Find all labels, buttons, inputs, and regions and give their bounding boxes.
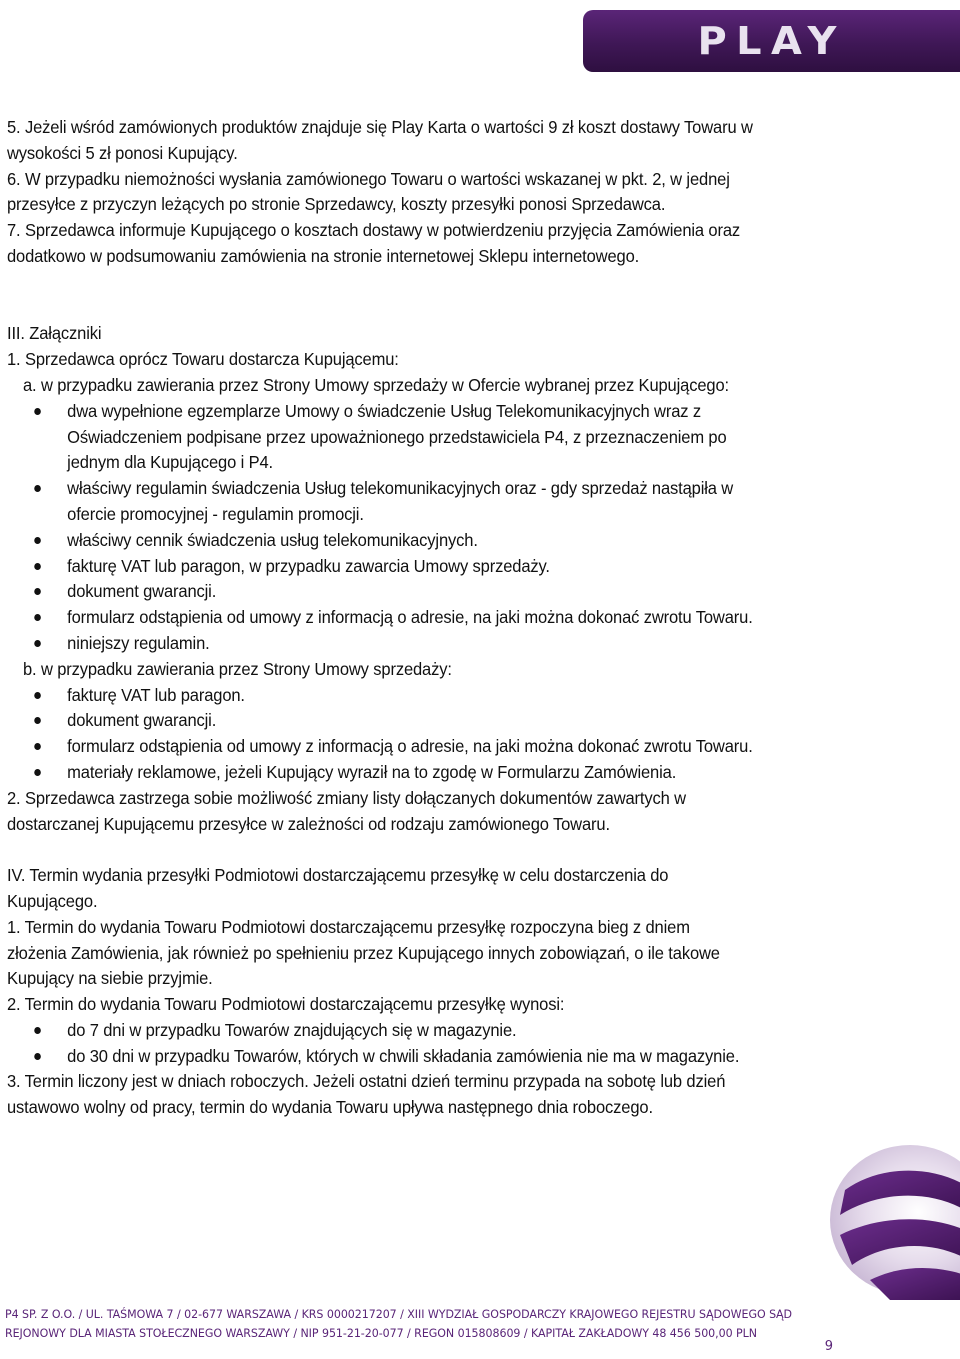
bullet-list-c (7, 1018, 891, 1070)
clause: 2. Termin do wydania Towaru Podmiotowi dostarczającemu przesyłkę wynosi: (7, 994, 565, 1015)
bullet-item (7, 579, 891, 605)
bullet-item (7, 683, 891, 709)
bullet-text: właściwy regulamin świadczenia Usług telekomunikacyjnych oraz - gdy sprzedaż nastąpiła w (67, 478, 734, 499)
subclause: b. w przypadku zawierania przez Strony Umowy sprzedaży: (22, 658, 452, 679)
para-line: 5. Jeżeli wśród zamówionych produktów znajduje się Play Karta o wartości 9 zł koszt dostawy Towaru w (7, 117, 753, 137)
subclause: a. w przypadku zawierania przez Strony Umowy sprzedaży w Ofercie wybranej przez Kupującego: (22, 374, 729, 395)
play-logo-banner (583, 10, 960, 72)
bullet-text: formularz odstąpienia od umowy z informacją o adresie, na jaki można dokonać zwrotu Towaru. (67, 736, 753, 757)
clause: ustawowo wolny od pracy, termin do wydania Towaru upływa następnego dnia roboczego. (7, 1097, 653, 1118)
footer-line: REJONOWY DLA MIASTA STOŁECZNEGO WARSZAWY / NIP 951-21-20-077 / REGON 015808609 / KAPITAŁ ZAKŁADOWY 48 456 500,00 PLN (5, 1326, 757, 1340)
bullet-text: fakturę VAT lub paragon, w przypadku zawarcia Umowy sprzedaży. (67, 555, 550, 576)
para-line: 7. Sprzedawca informuje Kupującego o kosztach dostawy w potwierdzeniu przyjęcia Zamówienia oraz (7, 220, 741, 241)
bullet-item (7, 399, 891, 476)
bullet-text: fakturę VAT lub paragon. (67, 684, 245, 705)
bullet-item (7, 734, 891, 760)
section-heading: Kupującego. (7, 890, 98, 911)
bullet-text: właściwy cennik świadczenia usług telekomunikacyjnych. (67, 529, 478, 550)
para-line: przesyłce z przyczyn leżących po stronie Sprzedawcy, koszty przesyłki ponosi Sprzedawca. (7, 194, 666, 215)
bullet-item (7, 1018, 891, 1044)
bullet-item (7, 528, 891, 554)
clause: 1. Termin do wydania Towaru Podmiotowi dostarczającemu przesyłkę rozpoczyna bieg z dniem (7, 916, 690, 937)
bullet-text: Oświadczeniem podpisane przez upoważnionego przedstawiciela P4, z przeznaczeniem po (67, 426, 727, 447)
bullet-text: ofercie promocyjnej - regulamin promocji. (67, 503, 364, 524)
para-line: 6. W przypadku niemożności wysłania zamówionego Towaru o wartości wskazanej w pkt. 2, w jednej (7, 168, 730, 189)
clause: 3. Termin liczony jest w dniach roboczych. Jeżeli ostatni dzień terminu przypada na sobotę lub dzień (7, 1071, 726, 1092)
para-line: wysokości 5 zł ponosi Kupujący. (7, 142, 238, 163)
bullet-text: formularz odstąpienia od umowy z informacją o adresie, na jaki można dokonać zwrotu Towaru. (67, 607, 753, 628)
bullet-list-b (7, 683, 891, 786)
clause: 1. Sprzedawca oprócz Towaru dostarcza Kupującemu: (7, 349, 399, 370)
document-body (7, 115, 891, 1121)
bullet-item (7, 631, 891, 657)
spacer (7, 270, 891, 296)
bullet-item (7, 554, 891, 580)
bullet-item (7, 760, 891, 786)
play-logo-text: PLAY (697, 19, 846, 63)
bullet-text: dokument gwarancji. (67, 710, 217, 731)
bullet-text: do 30 dni w przypadku Towarów, których w chwili składania zamówienia nie ma w magazynie. (67, 1045, 740, 1066)
bullet-text: niniejszy regulamin. (67, 632, 210, 653)
bullet-item (7, 605, 891, 631)
footer (5, 1305, 955, 1343)
bullet-item (7, 1044, 891, 1070)
section-heading: III. Załączniki (7, 323, 102, 344)
footer-line: P4 SP. Z O.O. / UL. TAŚMOWA 7 / 02-677 WARSZAWA / KRS 0000217207 / XIII WYDZIAŁ GOSPODARCZY KRAJOWEGO REJESTRU SĄDOWEGO SĄD (5, 1307, 793, 1321)
spacer (7, 837, 891, 863)
para-line: dodatkowo w podsumowaniu zamówienia na stronie internetowej Sklepu internetowego. (7, 245, 640, 266)
clause: Kupujący na siebie przyjmie. (7, 968, 213, 989)
bullet-list-a (7, 399, 891, 657)
bullet-text: dokument gwarancji. (67, 581, 217, 602)
bullet-text: materiały reklamowe, jeżeli Kupujący wyraził na to zgodę w Formularzu Zamówienia. (67, 761, 677, 782)
section-heading: IV. Termin wydania przesyłki Podmiotowi dostarczającemu przesyłkę w celu dostarczenia do (7, 865, 669, 886)
bullet-text: dwa wypełnione egzemplarze Umowy o świadczenie Usług Telekomunikacyjnych wraz z (67, 400, 701, 421)
bullet-item (7, 708, 891, 734)
bullet-text: do 7 dni w przypadku Towarów znajdujących się w magazynie. (67, 1019, 517, 1040)
page-number: 9 (824, 1339, 833, 1354)
bullet-item (7, 476, 891, 528)
clause: dostarczanej Kupującemu przesyłce w zależności od rodzaju zamówionego Towaru. (7, 813, 610, 834)
clause: złożenia Zamówienia, jak również po spełnieniu przez Kupującego innych zobowiązań, o ile takowe (7, 942, 720, 963)
spacer (7, 296, 891, 322)
bullet-text: jednym dla Kupującego i P4. (67, 452, 273, 473)
play-ball-graphic (800, 1130, 960, 1300)
clause: 2. Sprzedawca zastrzega sobie możliwość zmiany listy dołączanych dokumentów zawartych w (7, 787, 686, 808)
